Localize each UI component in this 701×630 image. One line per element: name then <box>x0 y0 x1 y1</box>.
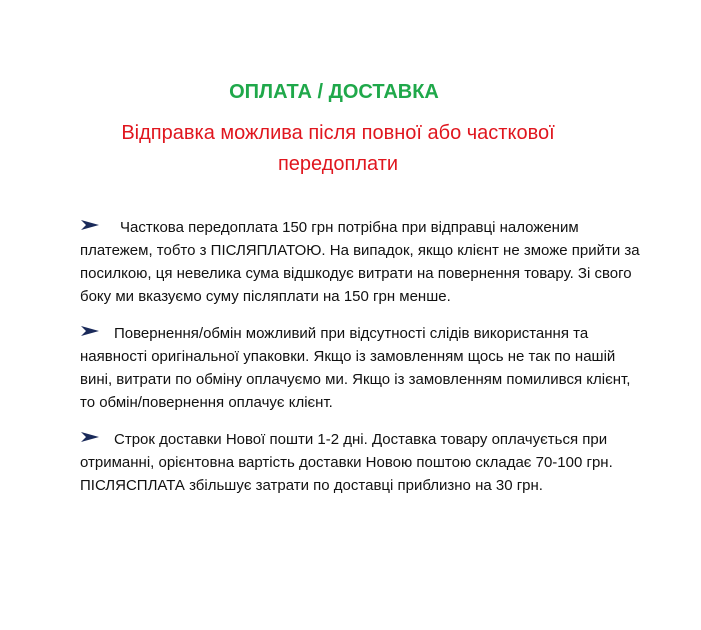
info-paragraph-prepayment <box>80 216 640 308</box>
info-paragraph-delivery <box>80 428 640 497</box>
returns-text: Повернення/обмін можливий при відсутності слідів використання та наявності оригінальної упаковки. Якщо із замовленням щось не так по нашій вині, витрати по обміну оплачуємо ми. Якщо із замовленням помилився клієнт, то обмін/повернення оплачує клієнт. <box>80 325 631 411</box>
page-title: ОПЛАТА / ДОСТАВКА <box>229 81 439 103</box>
delivery-text: Строк доставки Нової пошти 1-2 дні. Доставка товару оплачується при отриманні, орієнтовна вартість доставки Новою поштою складає 70-100 грн. ПІСЛЯСПЛАТА збільшує затрати по доставці приблизно на 30 грн. <box>80 431 613 494</box>
prepayment-text: Часткова передоплата 150 грн потрібна при відправці наложеним платежем, тобто з ПІСЛЯПЛАТОЮ. На випадок, якщо клієнт не зможе прийти за посилкою, ця невелика сума відшкодує витрати на повернення товару. Зі свого боку ми вказуємо суму післяплати на 150 грн менше. <box>80 219 640 305</box>
pennant-arrow-icon <box>80 325 100 337</box>
info-paragraph-returns <box>80 322 640 414</box>
pennant-arrow-icon <box>80 431 100 443</box>
page-subtitle: Відправка можлива після повної або часткової передоплати <box>121 122 555 175</box>
pennant-arrow-icon <box>80 219 100 231</box>
